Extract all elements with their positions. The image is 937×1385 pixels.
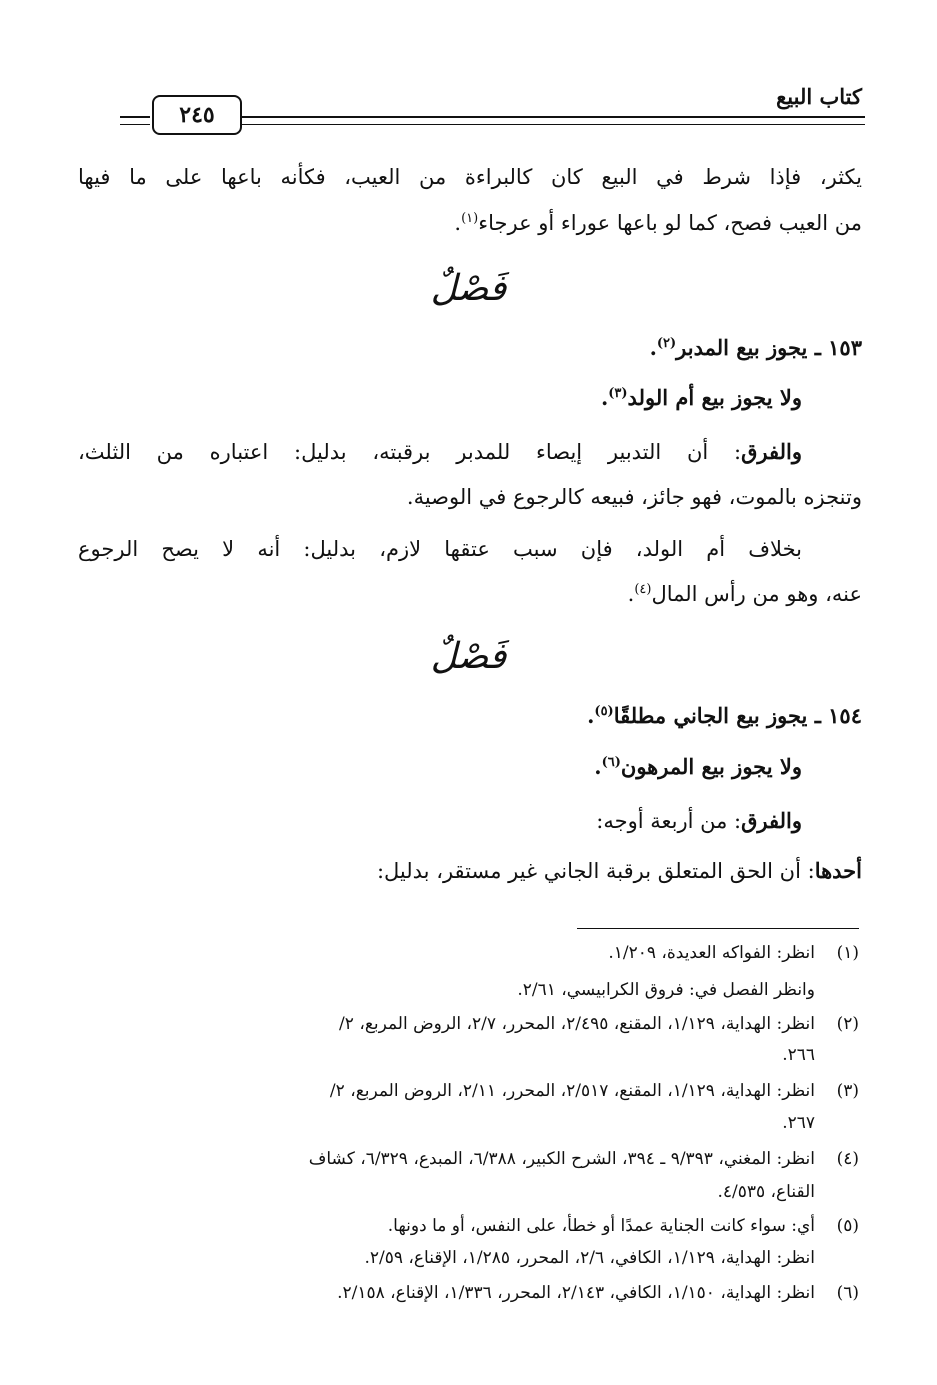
footnote [78, 1282, 859, 1305]
header-rule [225, 116, 865, 125]
footnote [78, 942, 859, 965]
farq-text: : أن التدبير إيصاء للمدبر برقبته، بدليل: اعتباره من الثلث، [78, 440, 742, 464]
footnote-text: انظر: الهداية، ١/١٢٩، المقنع، ٢/٥١٧، المحرر، ٢/١١، الروض المربع، ٢/ [329, 1081, 815, 1101]
footnote-number: (٣) [836, 1081, 859, 1101]
body-line: بخلاف أم الولد، فإن سبب عتقها لازم، بدليل: أنه لا يصح الرجوع [78, 537, 802, 561]
farq-label: والفرق [741, 808, 802, 833]
footnote [78, 1080, 859, 1103]
footnote [78, 1013, 859, 1036]
running-header-title: كتاب البيع [776, 84, 862, 109]
footnote-line: وانظر الفصل في: فروق الكرابيسي، ٢/٦١. [517, 980, 815, 1000]
footnote-ref: (٤) [634, 582, 652, 597]
footnote-number: (١) [836, 943, 859, 963]
ahad-label: أحدها [814, 858, 862, 883]
section-heading-fasl: فَصْلٌ [430, 268, 507, 309]
footnote-line: القناع، ٤/٥٣٥. [717, 1182, 815, 1202]
farq-line [78, 437, 802, 467]
footnote-ref: (٢) [656, 336, 677, 351]
footnote [78, 1215, 859, 1238]
issue-number: ١٥٤ ـ [814, 703, 862, 728]
body-line [78, 856, 862, 886]
footnote-number: (٦) [836, 1283, 859, 1303]
footnote-number: (٥) [836, 1216, 859, 1236]
section-heading-fasl: فَصْلٌ [430, 636, 507, 677]
body-text: : أن الحق المتعلق برقبة الجاني غير مستقر، بدليل: [376, 859, 815, 883]
footnote-line: ٢٦٦. [782, 1045, 815, 1065]
footnote-ref: (١) [461, 211, 479, 226]
footnote [78, 1148, 859, 1171]
footnote-ref: (٥) [594, 704, 614, 719]
issue-number: ١٥٣ ـ [814, 335, 862, 360]
issue-154: ١٥٤ ـ يجوز بيع الجاني مطلقًا$^{(٥)}$. [587, 703, 862, 728]
body-line: وتنجزه بالموت، فهو جائز، فبيعه كالرجوع في الوصية. [406, 485, 862, 509]
footnote-number: (٢) [836, 1014, 859, 1034]
footnote-text: انظر: المغني، ٩/٣٩٣ ـ ٣٩٤، الشرح الكبير، ٦/٣٨٨، المبدع، ٦/٣٢٩، كشاف [308, 1149, 815, 1169]
body-text: عنه، وهو من رأس المال [651, 582, 862, 606]
footnote-line: انظر: الهداية، ١/١٢٩، الكافي، ٢/٦، المحرر، ١/٢٨٥، الإقناع، ٢/٥٩. [364, 1248, 815, 1268]
farq-label: والفرق [741, 439, 802, 464]
footnote-ref: (٣) [608, 386, 628, 401]
issue-text: يجوز بيع المدبر [676, 335, 808, 360]
footnote-ref: (٦) [601, 755, 621, 770]
footnote-text: انظر: الهداية، ١/١٢٩، المقنع، ٢/٤٩٥، المحرر، ٢/٧، الروض المربع، ٢/ [339, 1014, 815, 1034]
farq-text: : من أربعة أوجه: [596, 809, 742, 833]
issue-text: ولا يجوز بيع أم الولد [627, 385, 802, 410]
issue-153-b: ولا يجوز بيع أم الولد$^{(٣)}$. [600, 385, 802, 410]
issue-text: يجوز بيع الجاني مطلقًا [613, 703, 808, 728]
issue-153: ١٥٣ ـ يجوز بيع المدبر$^{(٢)}$. [649, 335, 862, 360]
body-line: يكثر، فإذا شرط في البيع كان كالبراءة من العيب، فكأنه باعها على ما فيها [78, 165, 862, 189]
footnote-number: (٤) [836, 1149, 859, 1169]
footnote-line: ٢٦٧. [782, 1113, 815, 1133]
page-number: ٢٤٥ [152, 95, 242, 135]
farq-line [78, 806, 802, 836]
footnote-separator [577, 928, 859, 929]
body-line: عنه، وهو من رأس المال$^{(٤)}$. [627, 582, 862, 606]
footnote-text: انظر: الهداية، ١/١٥٠، الكافي، ٢/١٤٣، المحرر، ١/٣٣٦، الإقناع، ٢/١٥٨. [337, 1283, 815, 1303]
body-text: من العيب فصح، كما لو باعها عوراء أو عرجاء [478, 211, 862, 235]
footnote-text: انظر: الفواكه العديدة، ١/٢٠٩. [608, 943, 815, 963]
issue-text: ولا يجوز بيع المرهون [620, 754, 802, 779]
issue-154-b: ولا يجوز بيع المرهون$^{(٦)}$. [594, 754, 802, 779]
body-line: من العيب فصح، كما لو باعها عوراء أو عرجاء$^{(١)}$. [454, 211, 862, 235]
footnote-text: أي: سواء كانت الجناية عمدًا أو خطأ، على النفس، أو ما دونها. [387, 1216, 815, 1236]
header-rule-left [120, 116, 150, 125]
